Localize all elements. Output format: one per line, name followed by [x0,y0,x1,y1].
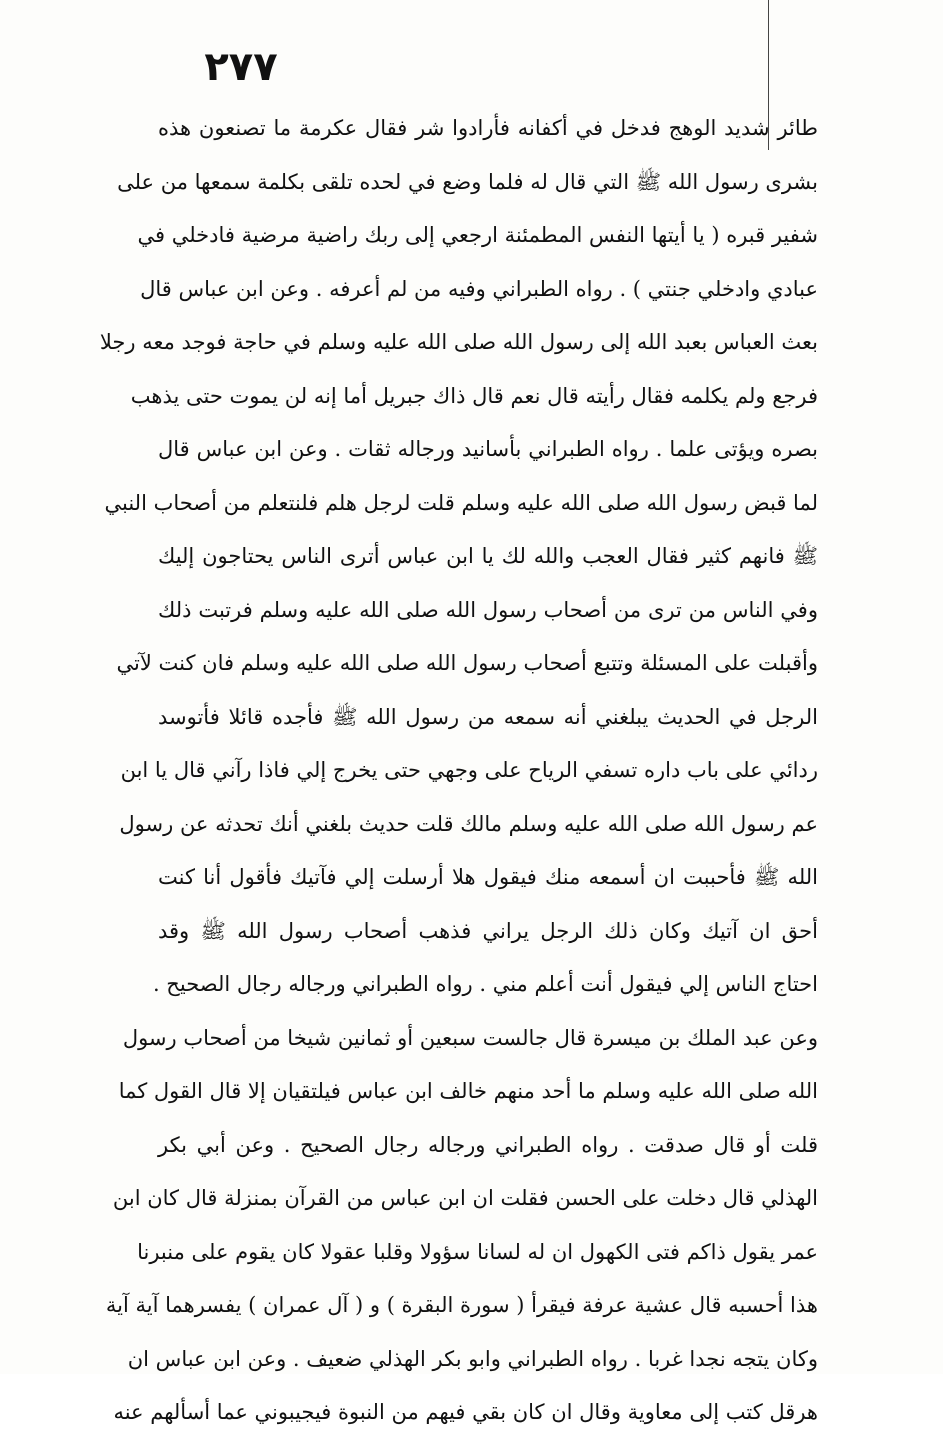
text-line: ﷺ فانهم كثير فقال العجب والله لك يا ابن عباس أترى الناس يحتاجون إليك [158,544,818,568]
text-line: وأقبلت على المسئلة وتتبع أصحاب رسول الله صلى الله عليه وسلم فان كنت لآتي [116,651,818,675]
text-line: لما قبض رسول الله صلى الله عليه وسلم قلت لرجل هلم فلنتعلم من أصحاب النبي [104,490,818,515]
text-line: بصره ويؤتى علما . رواه الطبراني بأسانيد ورجاله ثقات . وعن ابن عباس قال [158,437,818,461]
text-line: ردائي على باب داره تسفي الرياح على وجهي حتى يخرج إلي فاذا رآني قال يا ابن [120,758,818,782]
text-line: عم رسول الله صلى الله عليه وسلم مالك قلت حديث بلغني أنك تحدثه عن رسول [119,811,818,836]
text-line: هذا أحسبه قال عشية عرفة فيقرأ ( سورة البقرة ) و ( آل عمران ) يفسرهما آية آية [105,1293,818,1317]
body-text [99,102,818,1424]
text-line: الله صلى الله عليه وسلم ما أحد منهم خالف ابن عباس فيلتقيان إلا قال القول كما [118,1079,818,1103]
text-line: احتاج الناس إلي فيقول أنت أعلم مني . رواه الطبراني ورجاله رجال الصحيح . [152,972,818,996]
text-line: فرجع ولم يكلمه فقال رأيته قال نعم قال ذاك جبريل أما إنه لن يموت حتى يذهب [130,383,818,408]
text-line: هرقل كتب إلى معاوية وقال ان كان بقي فيهم من النبوة فيجيبوني عما أسألهم عنه [113,1400,818,1424]
page-number: ٢٧٧ [204,44,278,90]
text-line: عمر يقول ذاكم فتى الكهول ان له لسانا سؤولا وقلبا عقولا كان يقوم على منبرنا [137,1239,818,1264]
text-line: بعث العباس بعبد الله إلى رسول الله صلى الله عليه وسلم في حاجة فوجد معه رجلا [99,330,818,354]
text-line: قلت أو قال صدقت . رواه الطبراني ورجاله رجال الصحيح . وعن أبي بكر [158,1132,818,1157]
text-line: عبادي وادخلي جنتي ) . رواه الطبراني وفيه من لم أعرفه . وعن ابن عباس قال [140,276,818,301]
text-line: أحق ان آتيك وكان ذلك الرجل يراني فذهب أصحاب رسول الله ﷺ وقد [158,918,818,943]
text-line: وكان يتجه نجدا غربا . رواه الطبراني وابو بكر الهذلي ضعيف . وعن ابن عباس ان [127,1346,818,1371]
text-line: وفي الناس من ترى من أصحاب رسول الله صلى الله عليه وسلم فرتبت ذلك [158,597,818,622]
text-line: الله ﷺ فأحببت ان أسمعه منك فيقول هلا أرسلت إلي فآتيك فأقول أنا كنت [158,865,818,889]
text-line: بشرى رسول الله ﷺ التي قال له فلما وضع في لحده تلقى بكلمة سمعها من على [117,169,818,194]
text-line: طائر شديد الوهج فدخل في أكفانه فأرادوا شر فقال عكرمة ما تصنعون هذه [158,116,818,140]
text-line: وعن عبد الملك بن ميسرة قال جالست سبعين أو ثمانين شيخا من أصحاب رسول [122,1025,818,1050]
text-line: الرجل في الحديث يبلغني أنه سمعه من رسول الله ﷺ فأجده قائلا فأتوسد [158,704,818,729]
text-line: الهذلي قال دخلت على الحسن فقلت ان ابن عباس من القرآن بمنزلة قال كان ابن [112,1186,818,1210]
text-line: شفير قبره ( يا أيتها النفس المطمئنة ارجعي إلى ربك راضية مرضية فادخلي في [137,223,818,247]
